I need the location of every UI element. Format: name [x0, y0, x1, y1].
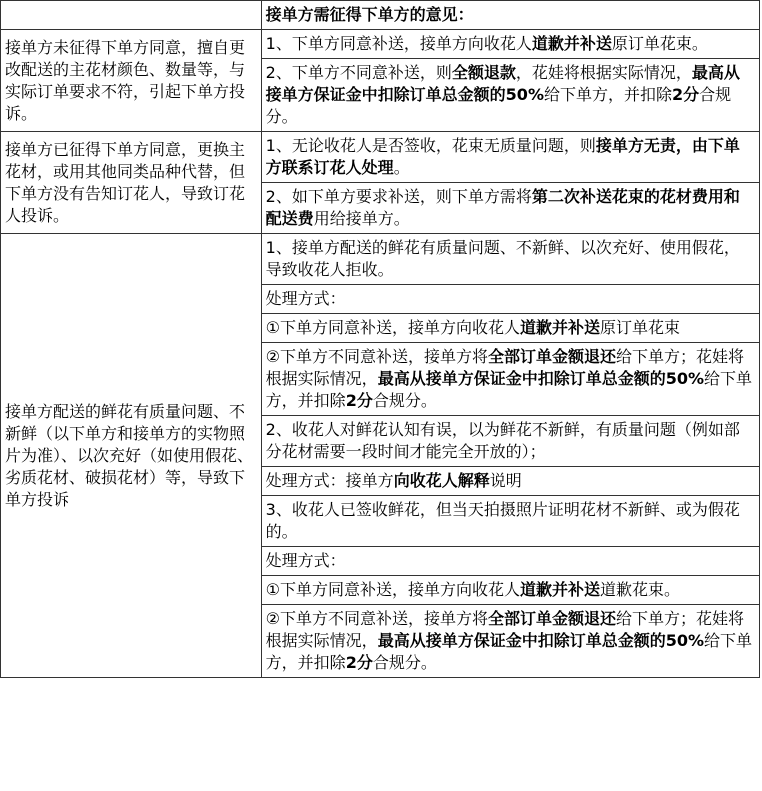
- handling-cell: [261, 314, 759, 343]
- policy-table-body: [1, 1, 760, 678]
- plain-text: 1、接单方配送的鲜花有质量问题、不新鲜、以次充好、使用假花，导致收花人拒收。: [265, 238, 740, 279]
- plain-text: 处理方式：接单方: [265, 471, 394, 490]
- handling-cell: [261, 285, 759, 314]
- emphasis-text: 全额退款: [451, 63, 516, 82]
- handling-cell: [261, 132, 759, 183]
- handling-cell: [261, 496, 759, 547]
- handling-cell: [261, 467, 759, 496]
- plain-text: 处理方式：: [265, 289, 346, 308]
- scenario-cell: 接单方已征得下单方同意，更换主花材，或用其他同类品种代替，但下单方没有告知订花人，导致订花人投诉。: [1, 132, 262, 234]
- handling-cell: [261, 183, 759, 234]
- plain-text: 2、如下单方要求补送，则下单方需将: [265, 187, 532, 206]
- emphasis-text: 2分: [345, 653, 373, 672]
- header-cell: 接单方需征得下单方的意见：: [261, 1, 759, 30]
- emphasis-text: 最高从接单方保证金中扣除订单总金额的50%: [377, 631, 704, 650]
- plain-text: ，花娃将根据实际情况，: [515, 63, 692, 82]
- plain-text: 2、收花人对鲜花认知有误，以为鲜花不新鲜，有质量问题（例如部分花材需要一段时间才能完全开放的）；: [265, 420, 740, 461]
- handling-cell: [261, 576, 759, 605]
- emphasis-text: 向收花人解释: [393, 471, 490, 490]
- plain-text: 给下单方，并扣除: [543, 85, 672, 104]
- emphasis-text: 最高从接单方保证金中扣除订单总金额的50%: [377, 369, 704, 388]
- plain-text: 3、收花人已签收鲜花，但当天拍摄照片证明花材不新鲜、或为假花的。: [265, 500, 740, 541]
- handling-cell: [261, 605, 759, 678]
- emphasis-text: 道歉并补送: [520, 580, 601, 599]
- emphasis-text: 2分: [672, 85, 700, 104]
- plain-text: 。: [393, 158, 410, 177]
- plain-text: 处理方式：: [265, 551, 346, 570]
- handling-cell: [261, 343, 759, 416]
- emphasis-text: 道歉并补送: [531, 34, 612, 53]
- scenario-cell: 接单方配送的鲜花有质量问题、不新鲜（以下单方和接单方的实物照片为准）、以次充好（如使用假花、劣质花材、破损花材）等，导致下单方投诉: [1, 234, 262, 678]
- handling-cell: [261, 416, 759, 467]
- handling-cell: [261, 234, 759, 285]
- plain-text: 用给接单方。: [313, 209, 410, 228]
- header-empty-cell: [1, 1, 262, 30]
- plain-text: 给下单方，并扣除: [265, 369, 753, 410]
- plain-text: 说明: [489, 471, 522, 490]
- table-row: [1, 234, 760, 285]
- plain-text: 原订单花束: [600, 318, 681, 337]
- plain-text: 原订单花束。: [611, 34, 708, 53]
- plain-text: ②下单方不同意补送，接单方将: [265, 609, 489, 628]
- plain-text: 给下单方，并扣除: [265, 631, 753, 672]
- plain-text: 合规分。: [372, 653, 437, 672]
- plain-text: ②下单方不同意补送，接单方将: [265, 347, 489, 366]
- emphasis-text: 道歉并补送: [520, 318, 601, 337]
- scenario-cell: 接单方未征得下单方同意，擅自更改配送的主花材颜色、数量等，与实际订单要求不符，引起下单方投诉。: [1, 30, 262, 132]
- plain-text: 2、下单方不同意补送，则: [265, 63, 452, 82]
- plain-text: 1、下单方同意补送，接单方向收花人: [265, 34, 532, 53]
- table-row: [1, 30, 760, 59]
- handling-cell: [261, 30, 759, 59]
- plain-text: 道歉花束。: [600, 580, 681, 599]
- emphasis-text: 接单方无责，由下单方联系订花人处理: [265, 136, 740, 177]
- plain-text: ①下单方同意补送，接单方向收花人: [265, 580, 521, 599]
- plain-text: ①下单方同意补送，接单方向收花人: [265, 318, 521, 337]
- emphasis-text: 最高从接单方保证金中扣除订单总金额的50%: [265, 63, 740, 104]
- emphasis-text: 第二次补送花束的花材费用和配送费: [265, 187, 740, 228]
- emphasis-text: 全部订单金额退还: [488, 347, 617, 366]
- plain-text: 给下单方；花娃将根据实际情况，: [265, 609, 745, 650]
- handling-cell: [261, 59, 759, 132]
- plain-text: 合规分。: [372, 391, 437, 410]
- handling-cell: [261, 547, 759, 576]
- plain-text: 给下单方；花娃将根据实际情况，: [265, 347, 745, 388]
- emphasis-text: 全部订单金额退还: [488, 609, 617, 628]
- plain-text: 合规分。: [265, 85, 732, 126]
- emphasis-text: 2分: [345, 391, 373, 410]
- header-row: [1, 1, 760, 30]
- plain-text: 1、无论收花人是否签收，花束无质量问题，则: [265, 136, 596, 155]
- table-row: [1, 132, 760, 183]
